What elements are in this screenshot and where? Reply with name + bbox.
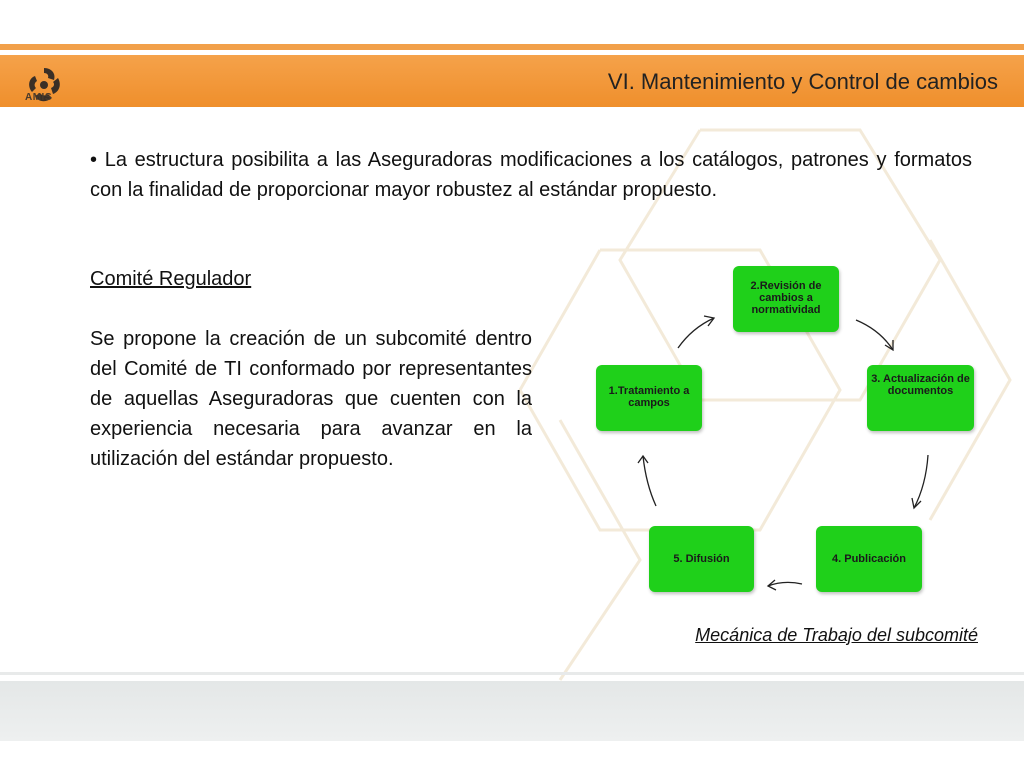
node-actualizacion: 3. Actualización de documentos xyxy=(867,365,974,431)
bottom-band xyxy=(0,681,1024,741)
body-paragraph: Se propone la creación de un subcomité dentro del Comité de TI conformado por representantes de aquellas Aseguradoras que cuenten con la experiencia necesaria para avanzar en la utilización del estándar propuesto. xyxy=(90,328,532,470)
logo-text: AMIS xyxy=(25,92,52,103)
section-heading: Comité Regulador xyxy=(90,268,252,290)
node-publicacion: 4. Publicación xyxy=(816,526,922,592)
diagram-caption: Mecánica de Trabajo del subcomité xyxy=(695,625,978,645)
node-revision: 2.Revisión de cambios a normatividad xyxy=(733,266,839,332)
intro-paragraph: • La estructura posibilita a las Aseguradoras modificaciones a los catálogos, patrones y formatos con la finalidad de proporcionar mayor robustez al estándar propuesto. xyxy=(90,149,972,201)
page-title: VI. Mantenimiento y Control de cambios xyxy=(607,69,998,94)
top-rule xyxy=(0,44,1024,50)
bottom-rule xyxy=(0,672,1024,675)
node-difusion: 5. Difusión xyxy=(649,526,754,592)
node-tratamiento: 1.Tratamiento a campos xyxy=(596,365,702,431)
